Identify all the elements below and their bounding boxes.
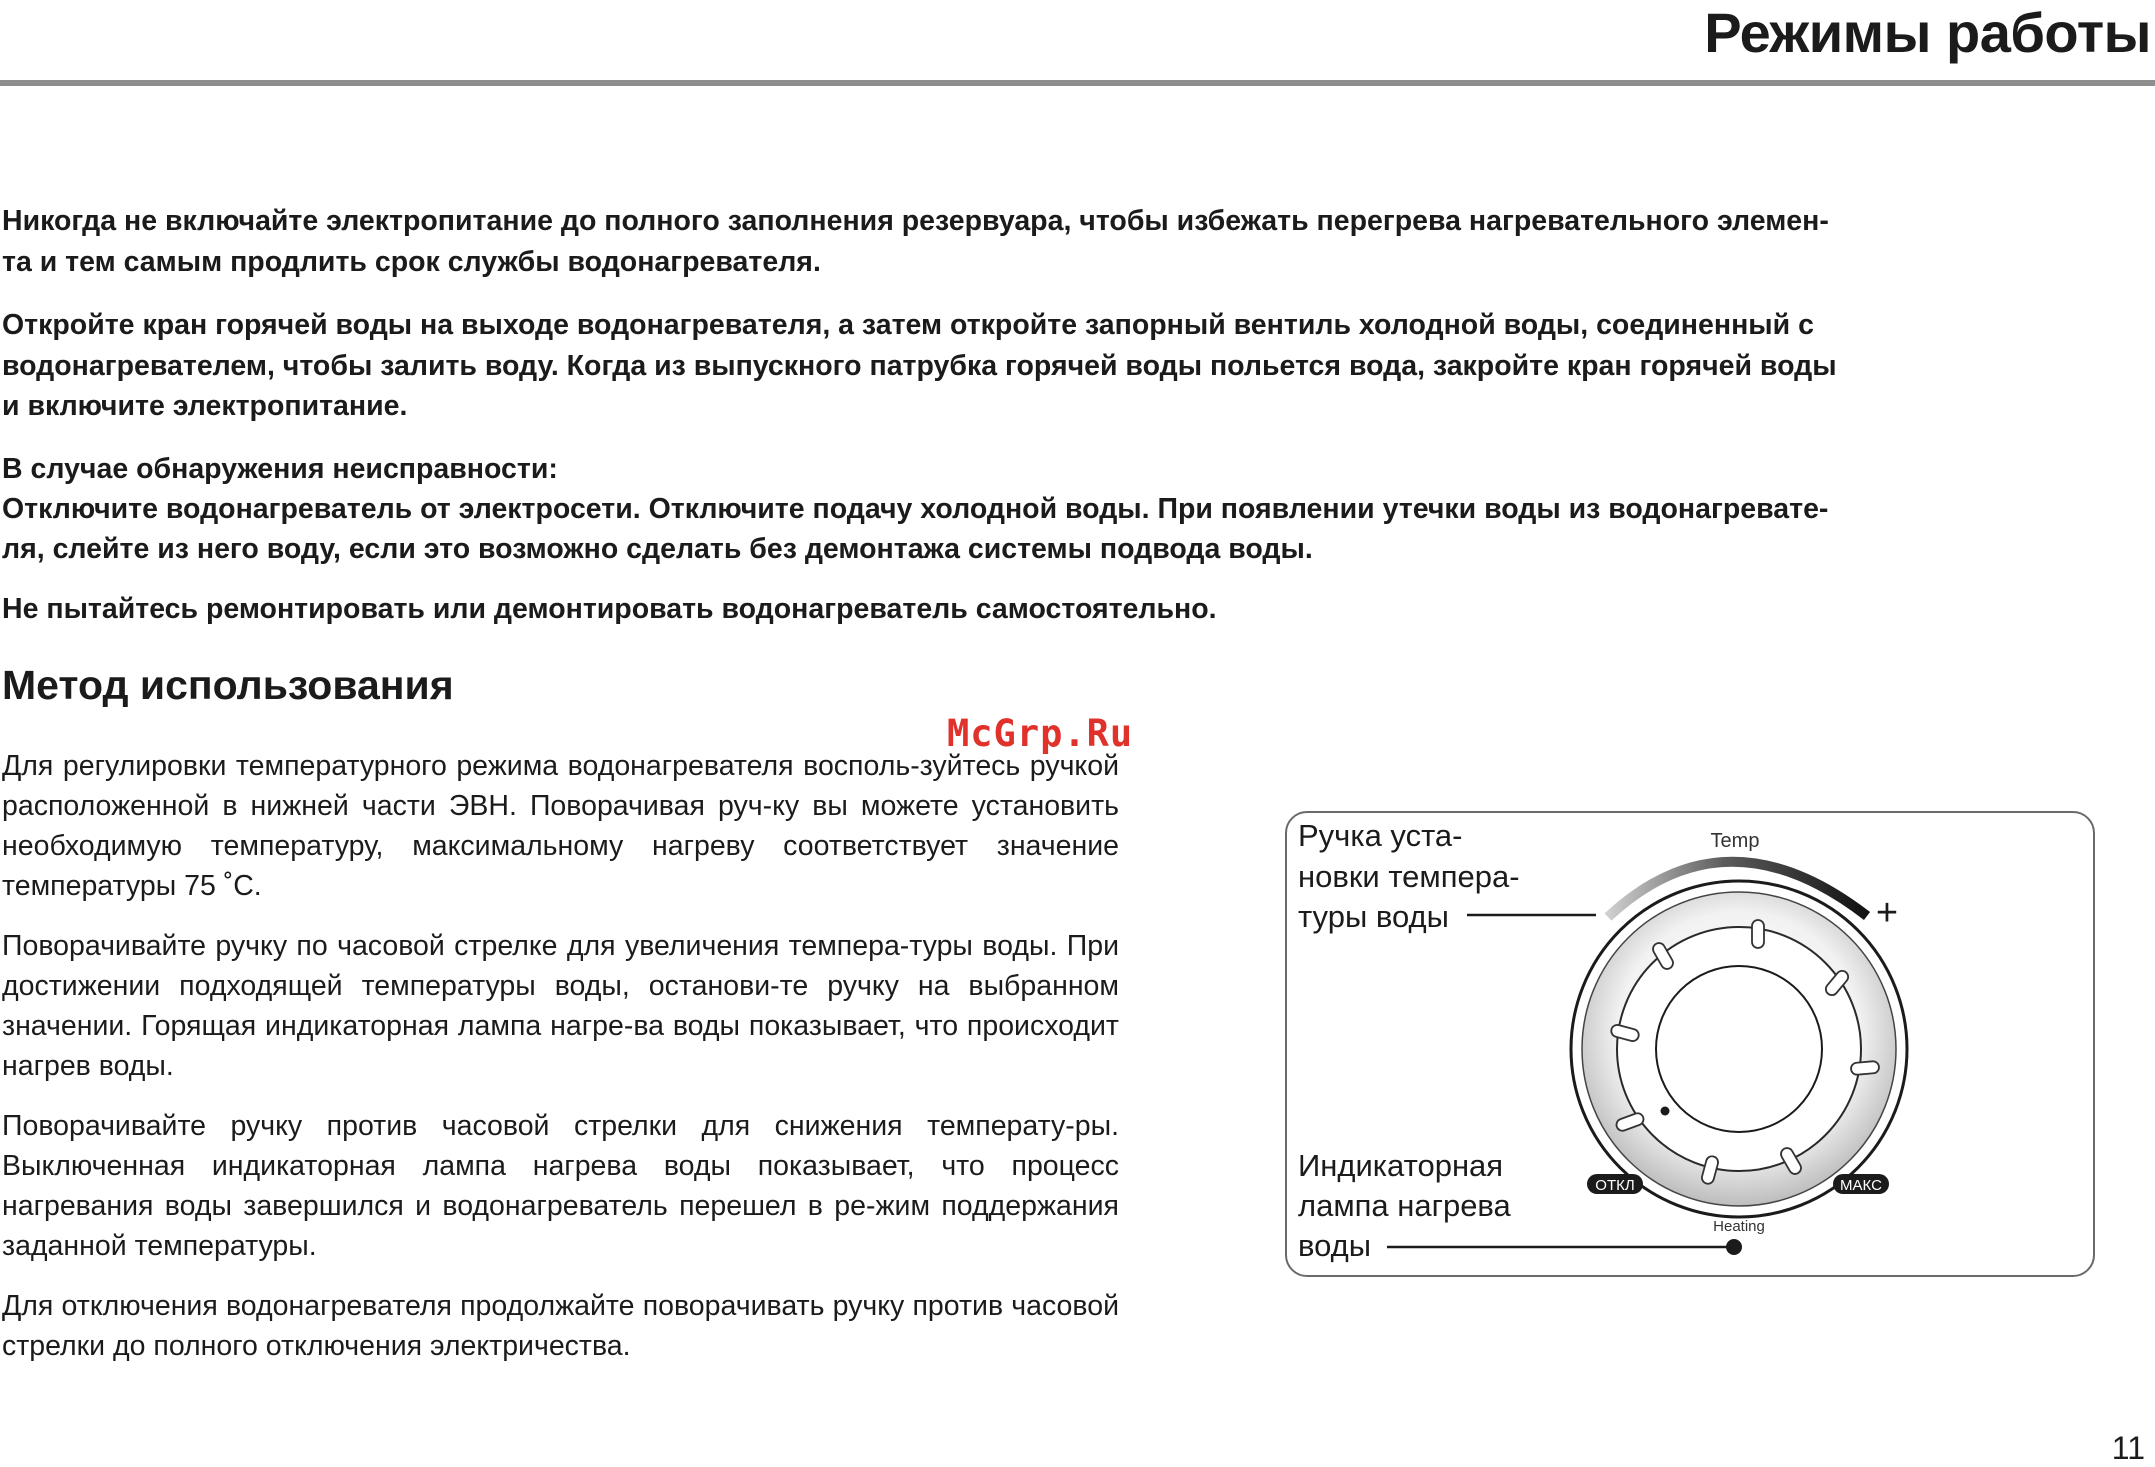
max-label: МАКС [1840, 1177, 1882, 1194]
off-label: ОТКЛ [1595, 1177, 1635, 1194]
body-paragraph: Поворачивайте ручку по часовой стрелке для увеличения темпера-туры воды. При достижении подходящей температуры воды, останови-те ручку на выбранном значении. Горящая индикаторная лампа нагре-ва воды показывает, что происходит нагрев воды. [2, 930, 1119, 1082]
heating-lamp-dot [1726, 1239, 1742, 1255]
page-number: 11 [2111, 1430, 2145, 1466]
knob-label-line: новки темпера- [1298, 859, 1520, 894]
warning-text-line: Откройте кран горячей воды на выходе водонагревателя, а затем откройте запорный вентиль холодной воды, соединенный с [2, 309, 1814, 341]
warning-text-line: Никогда не включайте электропитание до полного заполнения резервуара, чтобы избежать перегрева нагревательного элемен- [2, 205, 1829, 237]
warning-text-line: ля, слейте из него воду, если это возможно сделать без демонтажа системы подвода воды. [2, 533, 1313, 565]
lamp-label-line: воды [1298, 1228, 1372, 1263]
section-heading: Метод использования [2, 662, 454, 708]
body-paragraph: Для отключения водонагревателя продолжайте поворачивать ручку против часовой стрелки до полного отключения электричества. [2, 1290, 1119, 1362]
thermostat-knob-illustration [1285, 811, 2095, 1277]
body-paragraph: Поворачивайте ручку против часовой стрелки для снижения температу-ры. Выключенная индикаторная лампа нагрева воды показывает, что процесс нагревания воды завершился и водонагреватель перешел в ре-жим поддержания заданной температуры. [2, 1110, 1119, 1262]
plus-sign: + [1875, 892, 1899, 934]
knob-label-line: туры воды [1298, 899, 1449, 934]
heating-label: Heating [1713, 1218, 1765, 1235]
warning-text-line: та и тем самым продлить срок службы водонагревателя. [2, 246, 821, 278]
page-title: Режимы работы [1704, 1, 2151, 64]
knob-pointer-dot [1661, 1107, 1670, 1116]
malfunction-heading: В случае обнаружения неисправности: [2, 453, 558, 485]
title-divider [0, 80, 2155, 86]
lamp-label-line: Индикаторная [1298, 1148, 1504, 1183]
warning-text-line: Отключите водонагреватель от электросети. Отключите подачу холодной воды. При появлении утечки воды из водонагревате- [2, 493, 1829, 525]
knob-label-line: Ручка уста- [1298, 818, 1463, 853]
watermark: McGrp.Ru [947, 712, 1134, 755]
warning-text-line: Не пытайтесь ремонтировать или демонтировать водонагреватель самостоятельно. [2, 593, 1217, 625]
lamp-label-line: лампа нагрева [1298, 1188, 1511, 1223]
body-paragraph: Для регулировки температурного режима водонагревателя восполь-зуйтесь ручкой расположенной в нижней части ЭВН. Поворачивая руч-ку вы можете установить необходимую температуру, максимальному нагреву соответствует значение температуры 75 ˚С. [2, 750, 1119, 902]
warning-text-line: водонагревателем, чтобы залить воду. Когда из выпускного патрубка горячей воды польется вода, закройте кран горячей воды [2, 350, 1837, 382]
warning-text-line: и включите электропитание. [2, 390, 408, 422]
knob-center [1656, 966, 1822, 1132]
temp-label: Temp [1710, 830, 1760, 852]
